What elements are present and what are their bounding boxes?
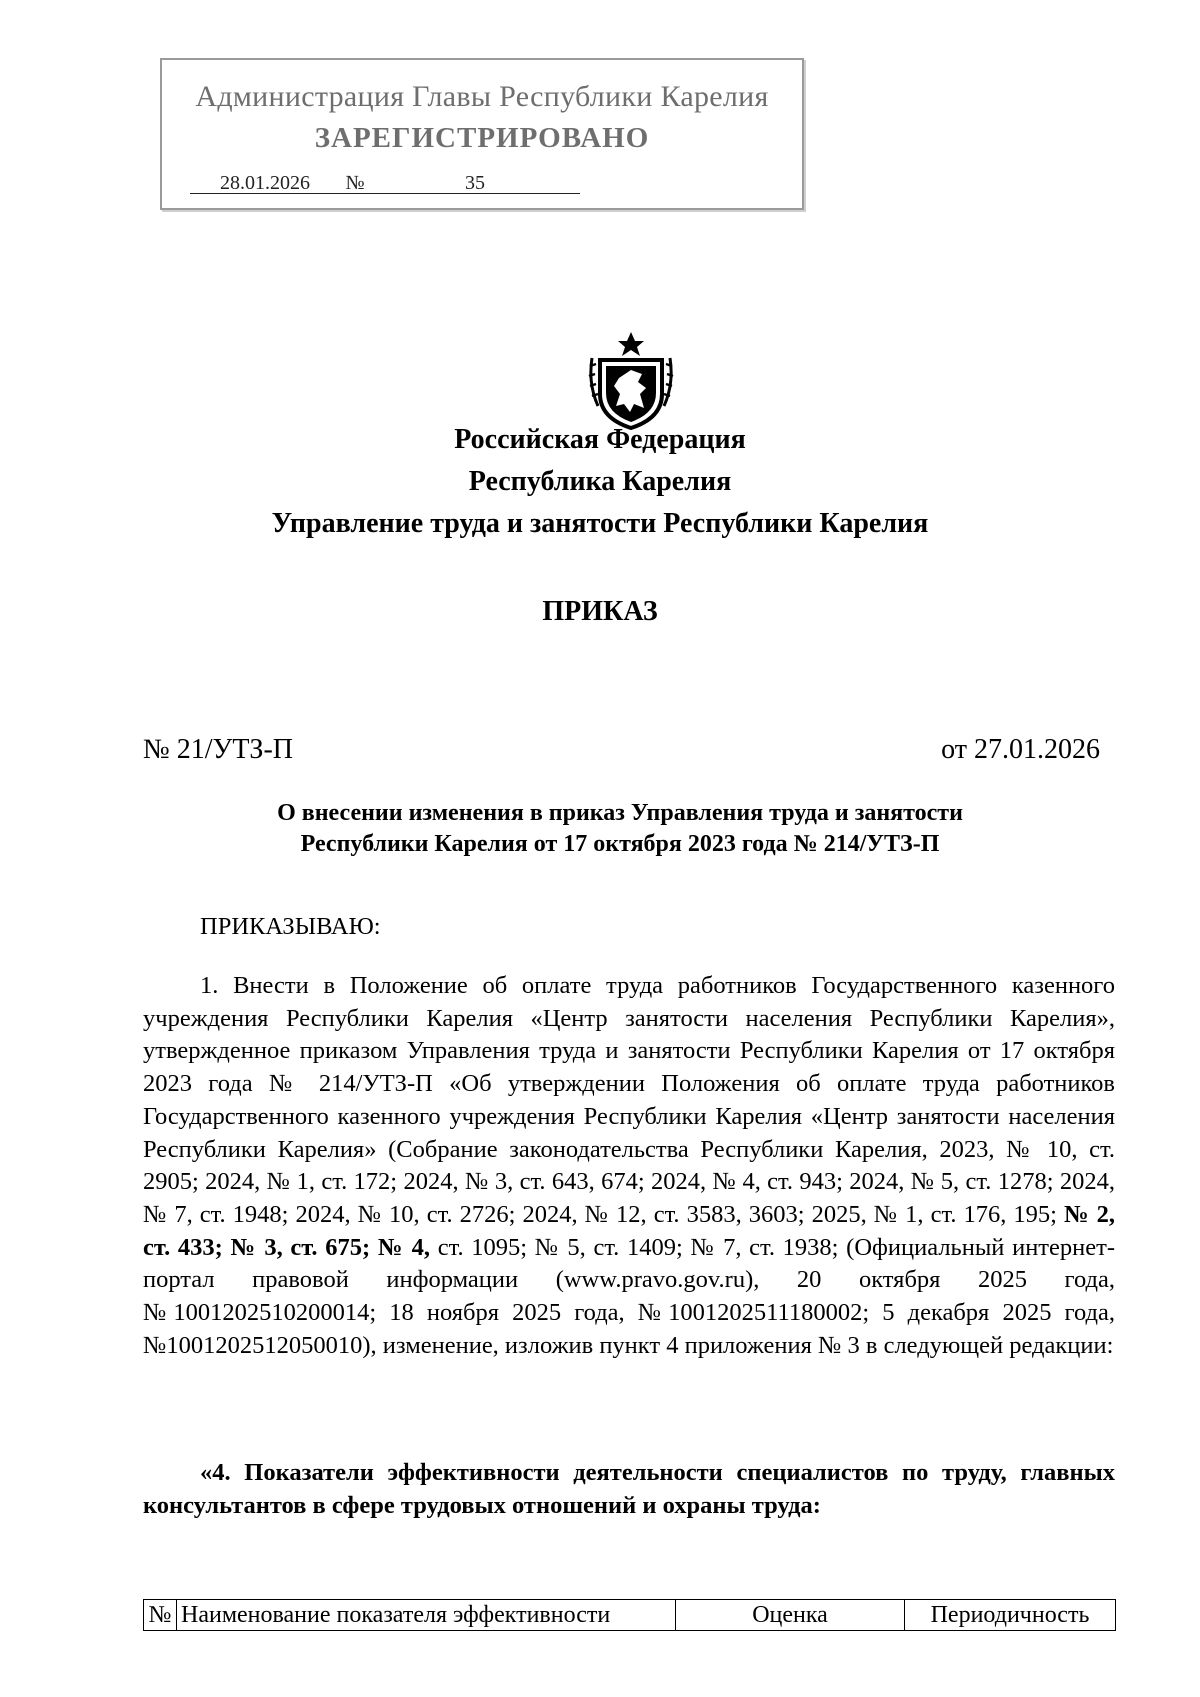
paragraph-1-text-continued: ст. 1095; № 5, ст. 1409; № 7, ст. 1938; (Официальный интернет-портал правовой информации (www.pravo.gov.ru), 20 октября 2025 года, №1001202510200014; 18 ноября 2025 года, №1001202511180002; 5 декабря 2025 года, №1001202512050010), изменение, изложив пункт 4 приложения № 3 в следующей редакции: [143, 1233, 1115, 1359]
header-country: Российская Федерация [454, 424, 746, 455]
header-republic: Республика Карелия [468, 466, 732, 497]
header-agency: Управление труда и занятости Республики Карелия [271, 508, 929, 539]
paragraph-1-bold-citations: № 2, ст. 433; № 3, ст. 675; № 4, [143, 1200, 1116, 1261]
order-subject-line1: О внесении изменения в приказ Управления труда и занятости [277, 800, 963, 826]
point-4-heading-text: «4. Показатели эффективности деятельности специалистов по труду, главных консультантов в сфере трудовых отношений и охраны труда: [143, 1459, 1115, 1519]
table-header-periodicity: Периодичность [905, 1600, 1116, 1631]
stamp-registered: ЗАРЕГИСТРИРОВАНО [314, 122, 650, 154]
order-word: ПРИКАЗЫВАЮ: [200, 913, 381, 940]
document-type: ПРИКАЗ [542, 596, 658, 627]
order-date: от 27.01.2026 [941, 734, 1100, 765]
point-4-heading [143, 1457, 1115, 1522]
paragraph-1-text: 1. Внести в Положение об оплате труда работников Государственного казенного учреждения Республики Карелия «Центр занятости населения Республики Карелия», утвержденное приказом Управления труда и занятости Республики Карелия от 17 октября 2023 года № 214/УТЗ-П «Об утверждении Положения об оплате труда работников Государственного казенного учреждения Республики Карелия «Центр занятости населения Республики Карелия» (Собрание законодательства Республики Карелия, 2023, № 10, ст. 2905; 2024, № 1, ст. 172; 2024, № 3, ст. 643, 674; 2024, № 4, ст. 943; 2024, № 5, ст. 1278; 2024, № 7, ст. 1948; 2024, № 10, ст. 2726; 2024, № 12, ст. 3583, 3603; 2025, № 1, ст. 176, 195; [143, 972, 1115, 1228]
stamp-authority: Администрация Главы Республики Карелия [195, 80, 769, 113]
table-header-number: № [144, 1600, 177, 1631]
stamp-date: 28.01.2026 [190, 173, 340, 194]
order-number: № 21/УТЗ-П [143, 734, 293, 765]
stamp-number-sign: № [340, 173, 370, 194]
paragraph-1 [143, 970, 1115, 1362]
coat-of-arms-icon [586, 330, 676, 430]
table-header-row [144, 1600, 1116, 1631]
order-subject-line2: Республики Карелия от 17 октября 2023 года № 214/УТЗ-П [300, 831, 940, 857]
table-header-name: Наименование показателя эффективности [177, 1600, 676, 1631]
table-header-score: Оценка [676, 1600, 905, 1631]
indicators-table [143, 1599, 1116, 1631]
stamp-registration-line [162, 172, 580, 195]
stamp-number: 35 [370, 173, 580, 194]
registration-stamp [160, 58, 804, 210]
